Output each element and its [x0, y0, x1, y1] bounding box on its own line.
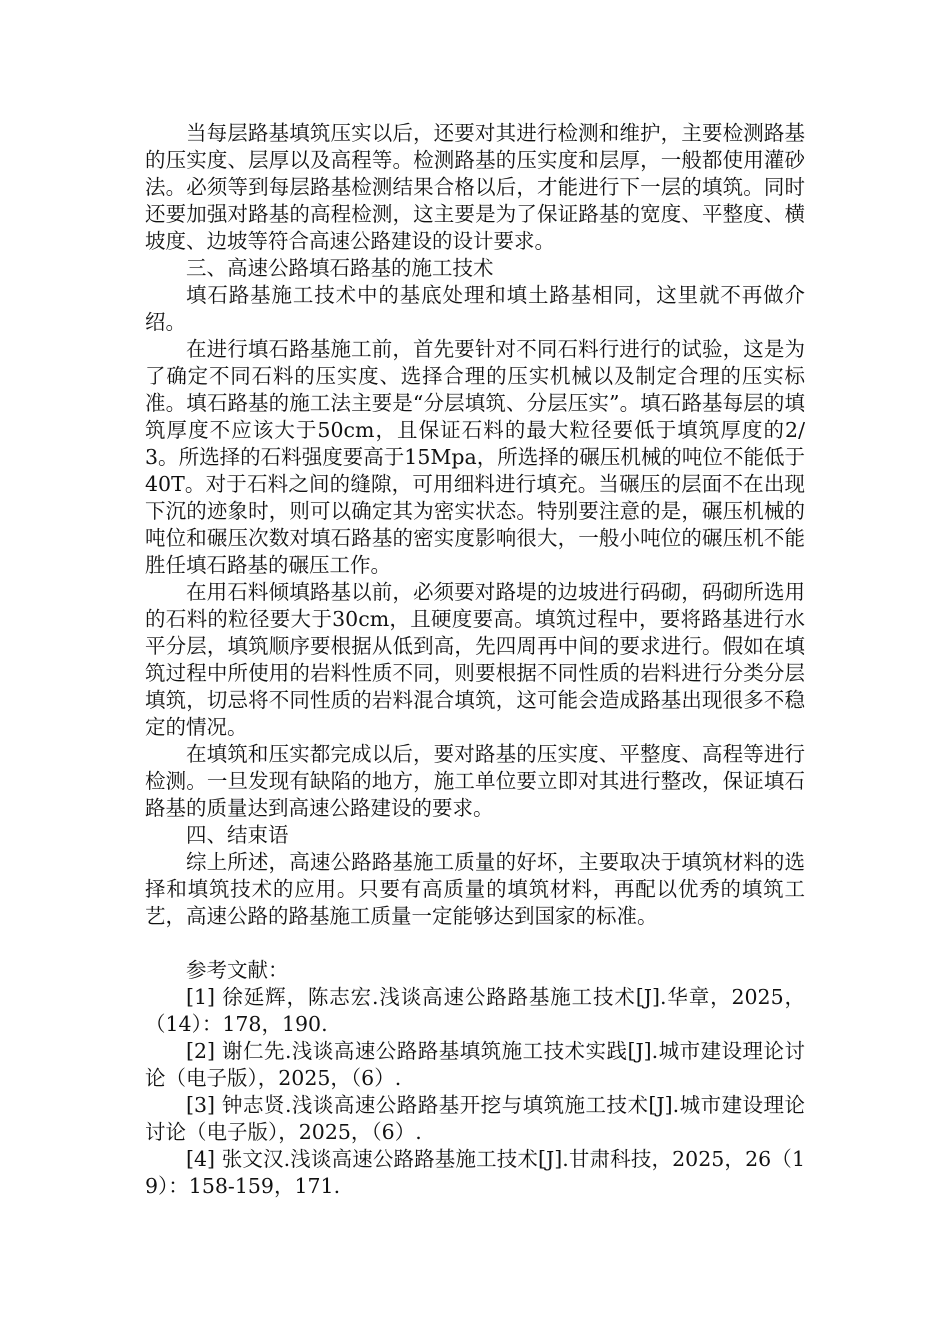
body-paragraph: 填石路基施工技术中的基底处理和填土路基相同，这里就不再做介绍。 [145, 283, 805, 334]
reference-item: [2] 谢仁先.浅谈高速公路路基填筑施工技术实践[J].城市建设理论讨论（电子版），2025，（6）. [145, 1039, 805, 1090]
section-heading: 四、结束语 [186, 823, 289, 847]
reference-item: [3] 钟志贤.浅谈高速公路路基开挖与填筑施工技术[J].城市建设理论讨论（电子版），2025，（6）. [145, 1093, 805, 1144]
body-paragraph: 在填筑和压实都完成以后，要对路基的压实度、平整度、高程等进行检测。一旦发现有缺陷的地方，施工单位要立即对其进行整改，保证填石路基的质量达到高速公路建设的要求。 [145, 742, 805, 820]
reference-item: [4] 张文汉.浅谈高速公路路基施工技术[J].甘肃科技，2025，26（19）：158-159，171. [145, 1147, 805, 1198]
body-paragraph: 在进行填石路基施工前，首先要针对不同石料行进行的试验，这是为了确定不同石料的压实度、选择合理的压实机械以及制定合理的压实标准。填石路基的施工法主要是“分层填筑、分层压实”。填石路基每层的填筑厚度不应该大于50cm，且保证石料的最大粒径要低于填筑厚度的2/3。所选择的石料强度要高于15Mpa，所选择的碾压机械的吨位不能低于40T。对于石料之间的缝隙，可用细料进行填充。当碾压的层面不在出现下沉的迹象时，则可以确定其为密实状态。特别要注意的是，碾压机械的吨位和碾压次数对填石路基的密实度影响很大，一般小吨位的碾压机不能胜任填石路基的碾压工作。 [145, 337, 805, 577]
document-page [145, 120, 805, 1200]
reference-item: [1] 徐延辉，陈志宏.浅谈高速公路路基施工技术[J].华章，2025，（14）：178，190. [145, 985, 805, 1036]
body-paragraph: 综上所述，高速公路路基施工质量的好坏，主要取决于填筑材料的选择和填筑技术的应用。只要有高质量的填筑材料，再配以优秀的填筑工艺，高速公路的路基施工质量一定能够达到国家的标准。 [145, 850, 805, 928]
section-heading: 三、高速公路填石路基的施工技术 [186, 256, 494, 280]
body-paragraph: 在用石料倾填路基以前，必须要对路堤的边坡进行码砌，码砌所选用的石料的粒径要大于30cm，且硬度要高。填筑过程中，要将路基进行水平分层，填筑顺序要根据从低到高，先四周再中间的要求进行。假如在填筑过程中所使用的岩料性质不同，则要根据不同性质的岩料进行分类分层填筑，切忌将不同性质的岩料混合填筑，这可能会造成路基出现很多不稳定的情况。 [145, 580, 805, 739]
body-paragraph: 当每层路基填筑压实以后，还要对其进行检测和维护，主要检测路基的压实度、层厚以及高程等。检测路基的压实度和层厚，一般都使用灌砂法。必须等到每层路基检测结果合格以后，才能进行下一层的填筑。同时还要加强对路基的高程检测，这主要是为了保证路基的宽度、平整度、横坡度、边坡等符合高速公路建设的设计要求。 [145, 121, 805, 253]
references-title: 参考文献： [186, 958, 289, 982]
